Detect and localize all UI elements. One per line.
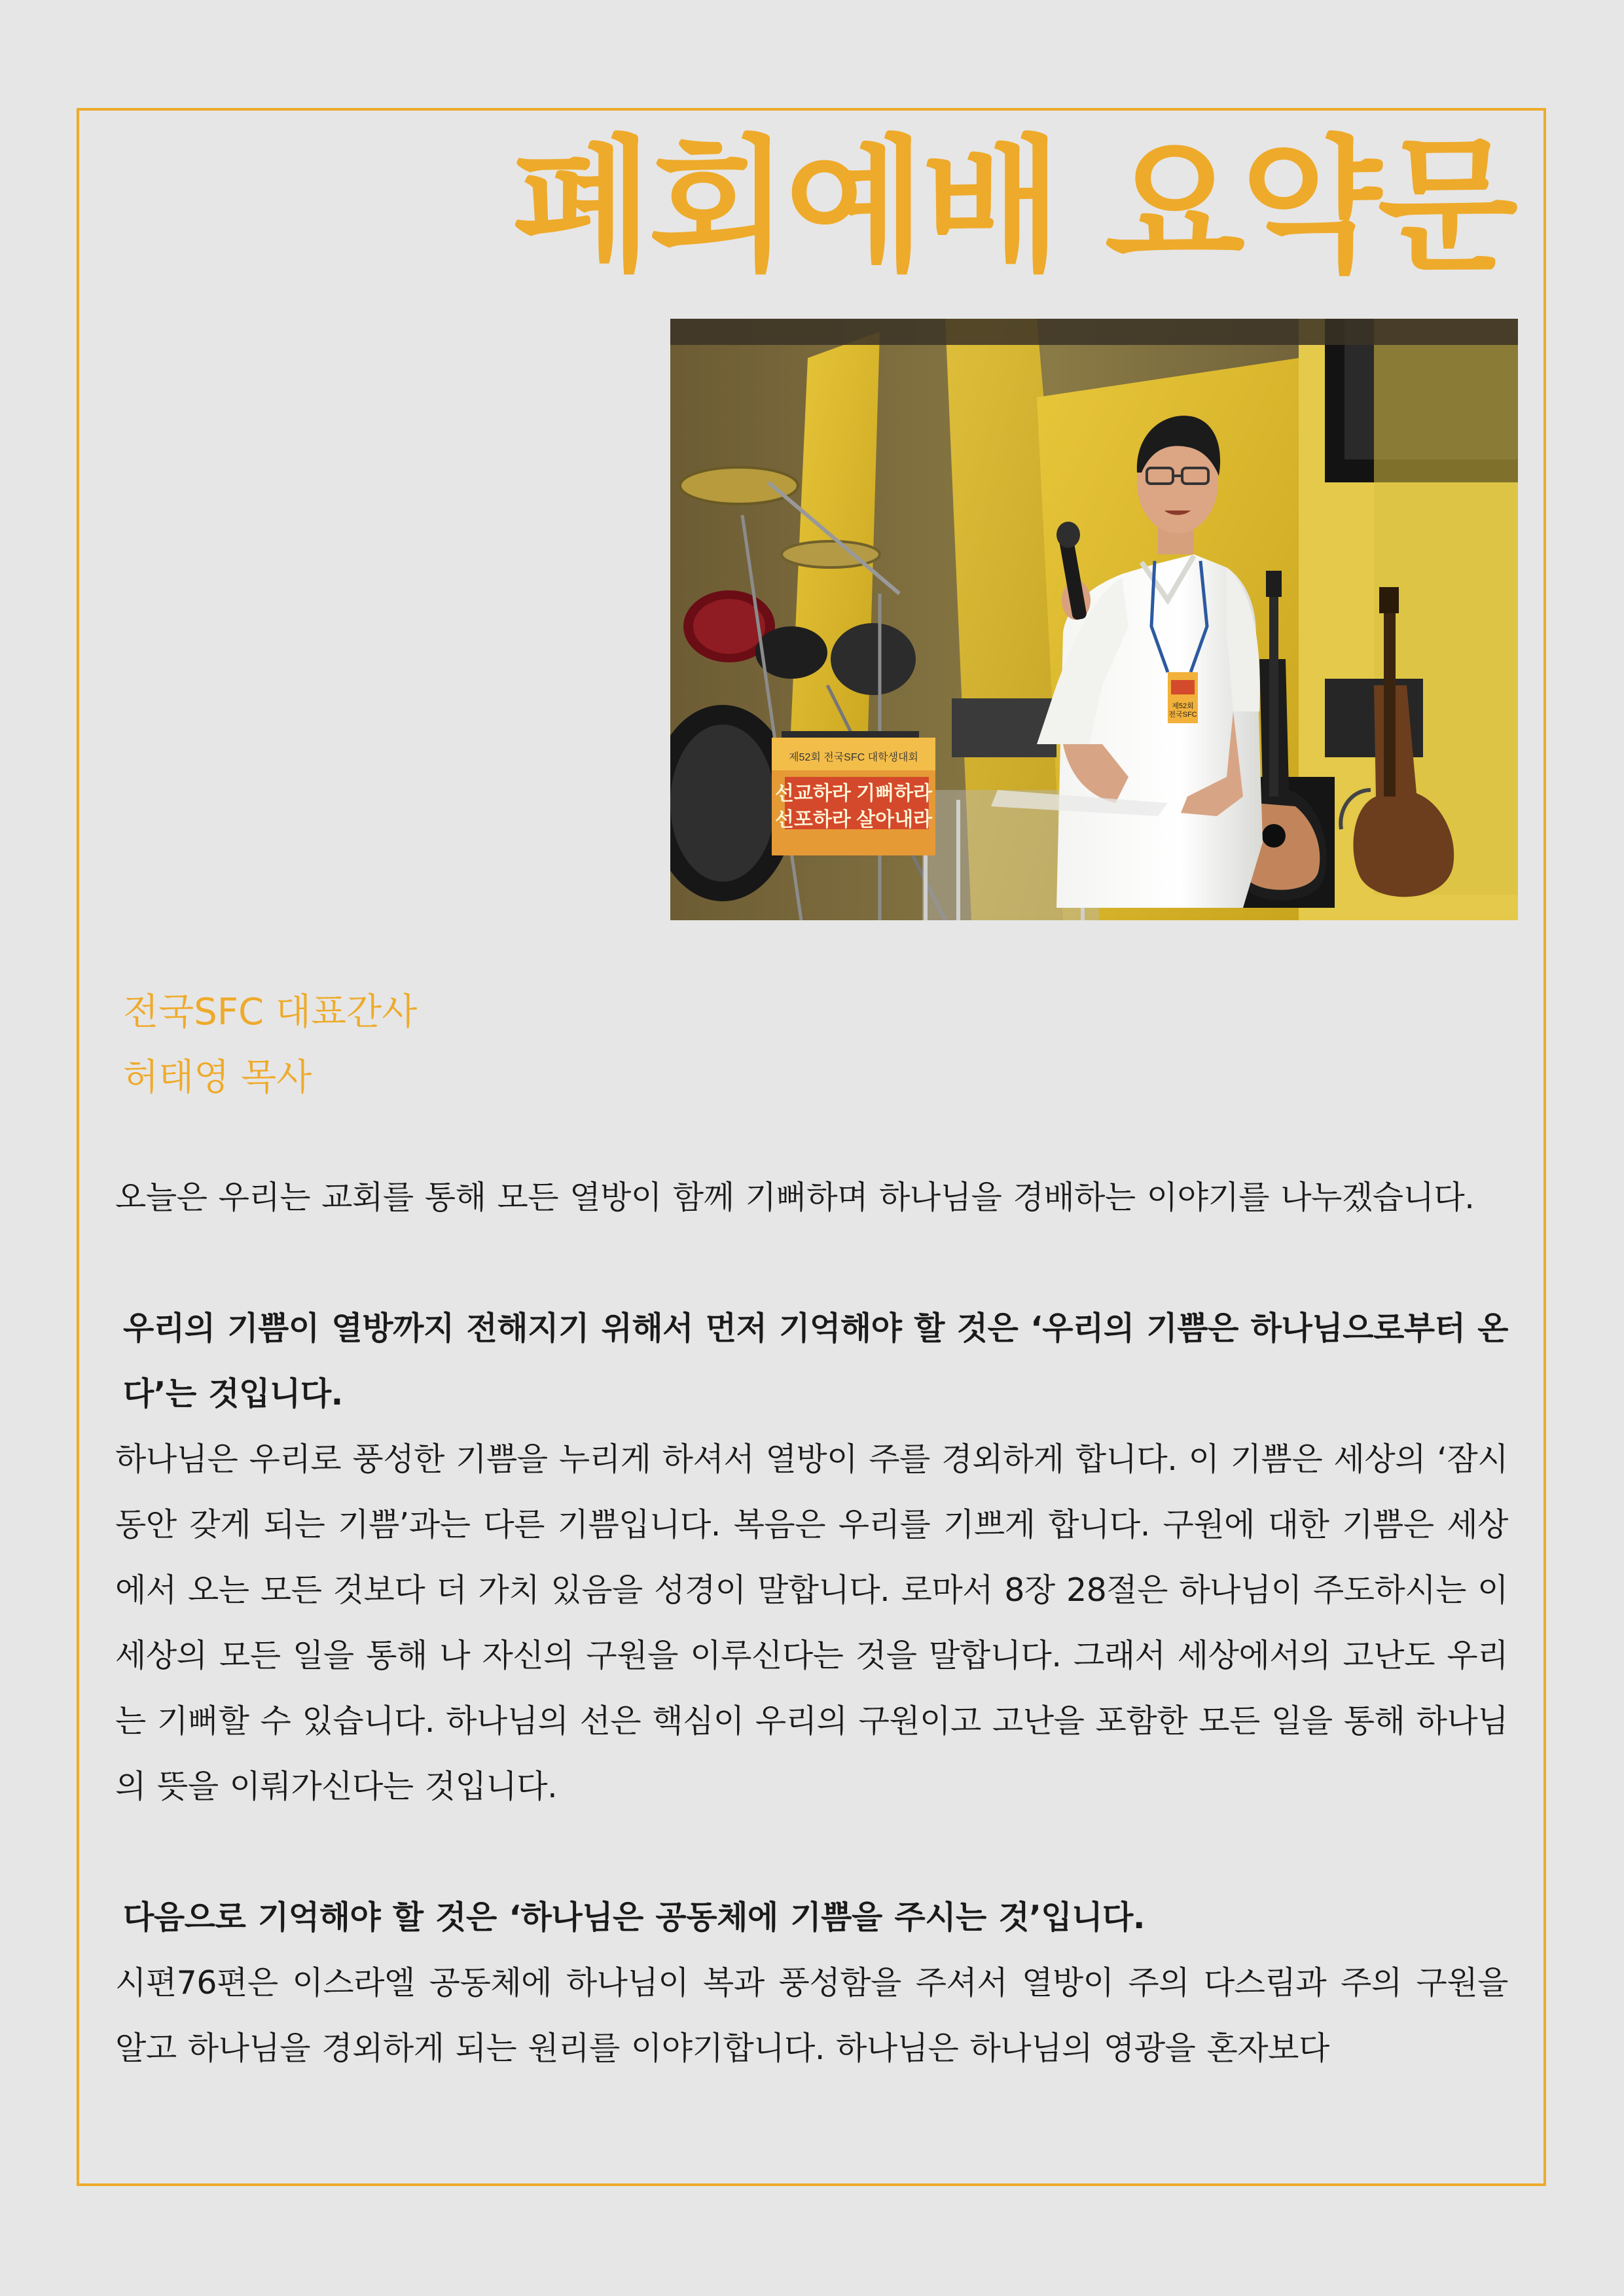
section-body-1: 하나님은 우리로 풍성한 기쁨을 누리게 하셔서 열방이 주를 경외하게 합니다. 이 기쁨은 세상의 ‘잠시 동안 갖게 되는 기쁨’과는 다른 기쁨입니다. 복음은 우리를 기쁘게 합니다. 구원에 대한 기쁨은 세상에서 오는 모든 것보다 더 가치 있음을 성경이 말합니다. 로마서 8장 28절은 하나님이 주도하시는 이 세상의 모든 일을 통해 나 자신의 구원을 이루신다는 것을 말합니다. 그래서 세상에서의 고난도 우리는 기뻐할 수 있습니다. 하나님의 선은 핵심이 우리의 구원이고 고난을 포함한 모든 일을 통해 하나님의 뜻을 이뤄가신다는 것입니다. — [115, 1441, 1508, 1805]
paragraph-spacer — [115, 1820, 1508, 1885]
svg-text:전국SFC: 전국SFC — [1168, 711, 1197, 719]
sermon-photo — [670, 319, 1518, 920]
svg-text:제52회: 제52회 — [1172, 702, 1194, 710]
section-heading-2: 다음으로 기억해야 할 것은 ‘하나님은 공동체에 기쁨을 주시는 것’입니다. — [123, 1899, 1146, 1936]
svg-text:선교하라 기뻐하라: 선교하라 기뻐하라 — [774, 783, 933, 804]
page-title: 폐회예배 요약문 — [512, 122, 1514, 291]
section-heading-1: 우리의 기쁨이 열방까지 전해지기 위해서 먼저 기억해야 할 것은 ‘우리의 기쁨은 하나님으로부터 온다’는 것입니다. — [123, 1310, 1508, 1412]
paragraph-spacer — [115, 1230, 1508, 1296]
sermon-summary — [115, 1165, 1508, 2081]
intro-paragraph: 오늘은 우리는 교회를 통해 모든 열방이 함께 기뻐하며 하나님을 경배하는 이야기를 나누겠습니다. — [115, 1179, 1475, 1216]
author-name: 허태영 목사 — [123, 1056, 312, 1099]
author-byline — [123, 980, 417, 1111]
svg-text:선포하라 살아내라: 선포하라 살아내라 — [774, 809, 933, 831]
svg-text:제52회 전국SFC 대학생대회: 제52회 전국SFC 대학생대회 — [789, 752, 918, 763]
author-position: 전국SFC 대표간사 — [123, 991, 418, 1033]
section-body-2: 시편76편은 이스라엘 공동체에 하나님이 복과 풍성함을 주셔서 열방이 주의 다스림과 주의 구원을 알고 하나님을 경외하게 되는 원리를 이야기합니다. 하나님은 하나님의 영광을 혼자보다 — [115, 1964, 1508, 2067]
